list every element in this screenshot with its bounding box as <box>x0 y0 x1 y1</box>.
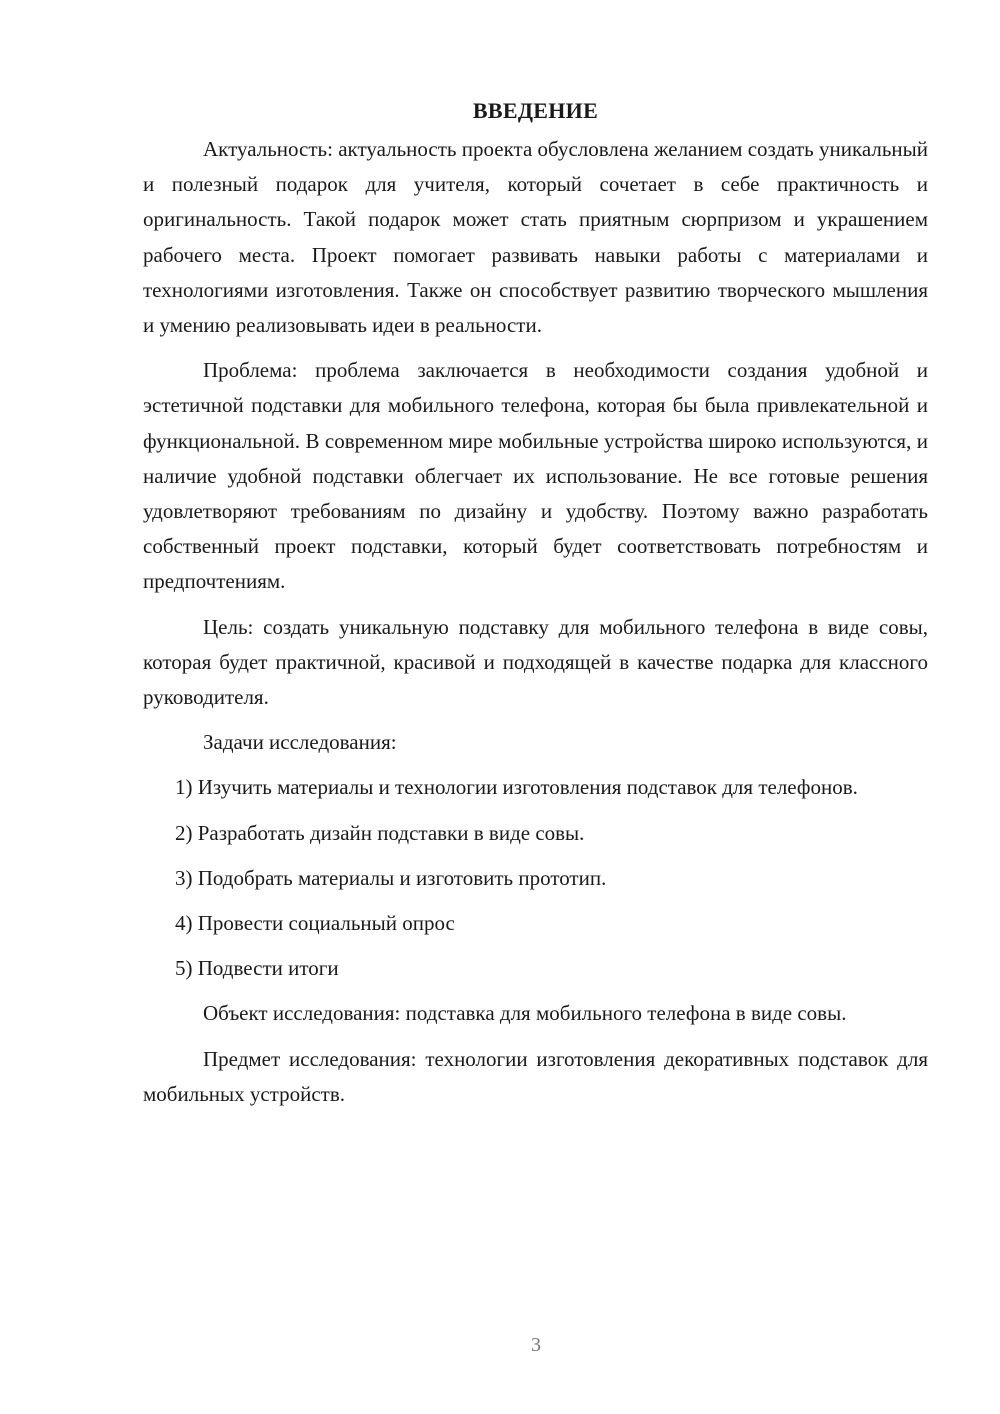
tasks-title: Задачи исследования: <box>203 730 397 755</box>
page-number: 3 <box>531 1334 541 1356</box>
document-page <box>143 96 928 1122</box>
goal-paragraph: Цель: создать уникальную подставку для мобильного телефона в виде совы, которая будет практичной, красивой и подходящей в качестве подарка для классного руководителя. <box>143 614 928 710</box>
task-item: 1) Изучить материалы и технологии изготовления подставок для телефонов. <box>175 775 858 800</box>
task-item: 4) Провести социальный опрос <box>175 911 455 936</box>
task-item: 3) Подобрать материалы и изготовить прототип. <box>175 865 607 890</box>
relevance-paragraph: Актуальность: актуальность проекта обусловлена желанием создать уникальный и полезный подарок для учителя, который сочетает в себе практичность и оригинальность. Такой подарок может стать приятным сюрпризом и украшением рабочего места. Проект помогает развивать навыки работы с материалами и технологиями изготовления. Также он способствует развитию творческого мышления и умению реализовывать идеи в реальности. <box>143 137 928 338</box>
object-paragraph: Объект исследования: подставка для мобильного телефона в виде совы. <box>203 1001 847 1026</box>
task-item: 5) Подвести итоги <box>175 956 339 981</box>
section-heading: ВВЕДЕНИЕ <box>472 98 599 123</box>
task-item: 2) Разработать дизайн подставки в виде совы. <box>175 820 585 845</box>
problem-paragraph: Проблема: проблема заключается в необходимости создания удобной и эстетичной подставки для мобильного телефона, которая бы была привлекательной и функциональной. В современном мире мобильные устройства широко используются, и наличие удобной подставки облегчает их использование. Не все готовые решения удовлетворяют требованиям по дизайну и удобству. Поэтому важно разработать собственный проект подставки, который будет соответствовать потребностям и предпочтениям. <box>143 358 928 594</box>
subject-paragraph: Предмет исследования: технологии изготовления декоративных подставок для мобильных устройств. <box>143 1046 928 1106</box>
